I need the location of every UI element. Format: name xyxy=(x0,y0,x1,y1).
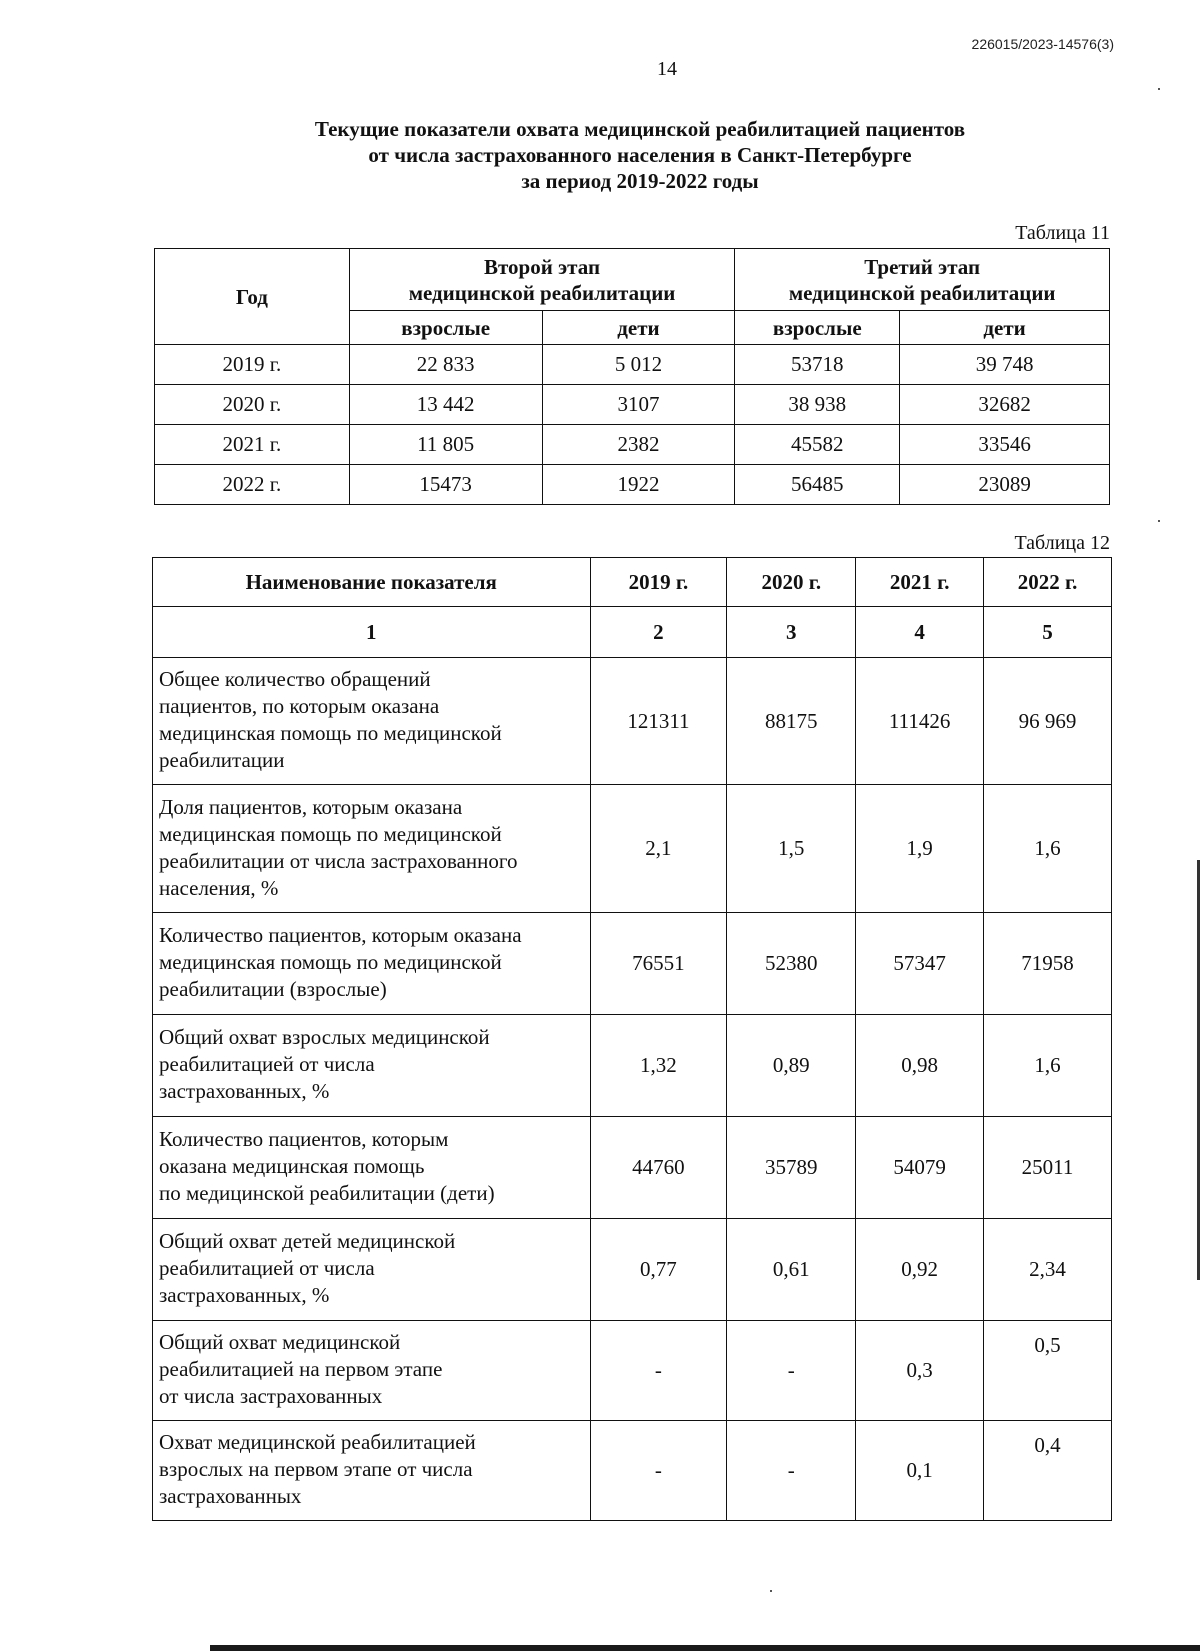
indicator-line: от числа застрахованных xyxy=(159,1384,383,1408)
column-number: 2 xyxy=(590,607,727,658)
document-id: 226015/2023-14576(3) xyxy=(971,36,1114,52)
table-12 xyxy=(152,557,1112,1521)
column-numbers-row xyxy=(153,607,1112,658)
indicator-line: застрахованных xyxy=(159,1484,302,1508)
value-cell: 1,6 xyxy=(984,1015,1112,1117)
value-cell: 0,3 xyxy=(856,1321,984,1421)
column-number: 3 xyxy=(727,607,856,658)
sub-header-children: дети xyxy=(900,311,1110,345)
indicator-line: по медицинской реабилитации (дети) xyxy=(159,1181,495,1205)
indicator-line: реабилитацией от числа xyxy=(159,1256,375,1280)
value-cell: 3107 xyxy=(542,385,735,425)
header-line: Второй этап xyxy=(484,254,601,279)
value-cell: 39 748 xyxy=(900,345,1110,385)
indicator-line: реабилитации (взрослые) xyxy=(159,977,387,1001)
indicator-line: реабилитацией на первом этапе xyxy=(159,1357,443,1381)
indicator-line: медицинская помощь по медицинской xyxy=(159,721,502,745)
value-cell: 38 938 xyxy=(735,385,900,425)
header-year: 2022 г. xyxy=(984,558,1112,607)
table-11 xyxy=(154,248,1110,505)
indicator-line: Охват медицинской реабилитацией xyxy=(159,1430,476,1454)
indicator-line: застрахованных, % xyxy=(159,1283,330,1307)
value-cell: 2,34 xyxy=(984,1219,1112,1321)
value-cell: 35789 xyxy=(727,1117,856,1219)
indicator-line: медицинская помощь по медицинской xyxy=(159,950,502,974)
table-row xyxy=(153,785,1112,913)
table11-caption: Таблица 11 xyxy=(1015,222,1110,244)
value-cell: 121311 xyxy=(590,658,727,785)
indicator-line: Общий охват взрослых медицинской xyxy=(159,1025,490,1049)
value-cell: 76551 xyxy=(590,913,727,1015)
indicator-line: Количество пациентов, которым оказана xyxy=(159,923,522,947)
value-cell: - xyxy=(727,1421,856,1521)
scan-speck xyxy=(770,1590,772,1592)
title-line: от числа застрахованного населения в Санкт-Петербурге xyxy=(368,143,912,167)
value-cell: 11 805 xyxy=(349,425,542,465)
indicator-line: медицинская помощь по медицинской xyxy=(159,821,502,846)
title-line: за период 2019-2022 годы xyxy=(521,169,759,193)
value-cell: 5 012 xyxy=(542,345,735,385)
scan-bottom-edge xyxy=(210,1645,1200,1651)
value-cell: 0,98 xyxy=(856,1015,984,1117)
value-cell: 0,89 xyxy=(727,1015,856,1117)
year-cell: 2019 г. xyxy=(155,345,350,385)
indicator-line: Общий охват медицинской xyxy=(159,1330,401,1354)
value-cell: 1,9 xyxy=(856,785,984,913)
header-year: 2021 г. xyxy=(856,558,984,607)
sub-header-adults: взрослые xyxy=(735,311,900,345)
group-third-stage-header xyxy=(735,249,1110,311)
indicator-name xyxy=(153,1321,591,1421)
table-row xyxy=(153,1219,1112,1321)
table-row xyxy=(155,465,1110,505)
value-cell: 45582 xyxy=(735,425,900,465)
value-cell: 32682 xyxy=(900,385,1110,425)
value-cell: - xyxy=(590,1421,727,1521)
value-cell: 57347 xyxy=(856,913,984,1015)
value-cell: - xyxy=(590,1321,727,1421)
value-cell: 111426 xyxy=(856,658,984,785)
value-cell: 1922 xyxy=(542,465,735,505)
value-cell: 0,77 xyxy=(590,1219,727,1321)
indicator-name xyxy=(153,913,591,1015)
col-year-header: Год xyxy=(155,249,350,345)
table-row xyxy=(155,425,1110,465)
value-cell: 71958 xyxy=(984,913,1112,1015)
indicator-line: Общее количество обращений xyxy=(159,667,431,691)
value-cell: 22 833 xyxy=(349,345,542,385)
indicator-name xyxy=(153,1421,591,1521)
value-cell: 52380 xyxy=(727,913,856,1015)
table-row xyxy=(153,1117,1112,1219)
value-cell: 53718 xyxy=(735,345,900,385)
group-second-stage-header xyxy=(349,249,735,311)
indicator-name xyxy=(153,658,591,785)
table12-caption: Таблица 12 xyxy=(1014,532,1110,554)
column-number: 4 xyxy=(856,607,984,658)
table-row xyxy=(153,913,1112,1015)
header-indicator-name: Наименование показателя xyxy=(153,558,591,607)
value-cell: 54079 xyxy=(856,1117,984,1219)
value-cell: 23089 xyxy=(900,465,1110,505)
header-line: Третий этап xyxy=(864,254,981,279)
header-year: 2020 г. xyxy=(727,558,856,607)
indicator-line: оказана медицинская помощь xyxy=(159,1154,425,1178)
indicator-line: Доля пациентов, которым оказана xyxy=(159,794,463,819)
value-cell: - xyxy=(727,1321,856,1421)
table-row xyxy=(155,345,1110,385)
indicator-line: Количество пациентов, которым xyxy=(159,1127,449,1151)
indicator-line: реабилитации от числа застрахованного xyxy=(159,848,518,873)
column-number: 1 xyxy=(153,607,591,658)
value-cell: 1,6 xyxy=(984,785,1112,913)
value-cell: 25011 xyxy=(984,1117,1112,1219)
table-row xyxy=(153,658,1112,785)
value-cell: 56485 xyxy=(735,465,900,505)
indicator-name xyxy=(153,1117,591,1219)
indicator-line: населения, % xyxy=(159,875,279,900)
header-year: 2019 г. xyxy=(590,558,727,607)
scan-speck xyxy=(1158,88,1160,90)
sub-header-children: дети xyxy=(542,311,735,345)
indicator-name xyxy=(153,1219,591,1321)
year-cell: 2021 г. xyxy=(155,425,350,465)
table-row xyxy=(153,1421,1112,1521)
sub-header-adults: взрослые xyxy=(349,311,542,345)
value-cell: 44760 xyxy=(590,1117,727,1219)
value-cell: 2382 xyxy=(542,425,735,465)
indicator-line: взрослых на первом этапе от числа xyxy=(159,1457,473,1481)
column-number: 5 xyxy=(984,607,1112,658)
table-row xyxy=(153,1015,1112,1117)
title-line: Текущие показатели охвата медицинской реабилитацией пациентов xyxy=(314,117,966,141)
value-cell: 13 442 xyxy=(349,385,542,425)
page-number: 14 xyxy=(657,58,677,80)
year-cell: 2022 г. xyxy=(155,465,350,505)
indicator-line: пациентов, по которым оказана xyxy=(159,694,440,718)
table-row xyxy=(153,1321,1112,1421)
value-cell: 96 969 xyxy=(984,658,1112,785)
header-line: медицинской реабилитации xyxy=(788,280,1056,305)
value-cell: 88175 xyxy=(727,658,856,785)
indicator-line: реабилитацией от числа xyxy=(159,1052,375,1076)
value-cell: 0,61 xyxy=(727,1219,856,1321)
value-cell: 2,1 xyxy=(590,785,727,913)
year-cell: 2020 г. xyxy=(155,385,350,425)
indicator-line: застрахованных, % xyxy=(159,1079,330,1103)
scan-speck xyxy=(1158,520,1160,522)
indicator-name xyxy=(153,1015,591,1117)
value-cell: 33546 xyxy=(900,425,1110,465)
value-cell: 0,5 xyxy=(984,1321,1112,1421)
page-title xyxy=(140,116,1140,194)
value-cell: 0,4 xyxy=(984,1421,1112,1521)
value-cell: 1,5 xyxy=(727,785,856,913)
value-cell: 0,92 xyxy=(856,1219,984,1321)
indicator-name xyxy=(153,785,591,913)
indicator-line: Общий охват детей медицинской xyxy=(159,1229,456,1253)
value-cell: 1,32 xyxy=(590,1015,727,1117)
indicator-line: реабилитации xyxy=(159,748,285,772)
table-row xyxy=(155,385,1110,425)
header-line: медицинской реабилитации xyxy=(408,280,676,305)
value-cell: 0,1 xyxy=(856,1421,984,1521)
value-cell: 15473 xyxy=(349,465,542,505)
